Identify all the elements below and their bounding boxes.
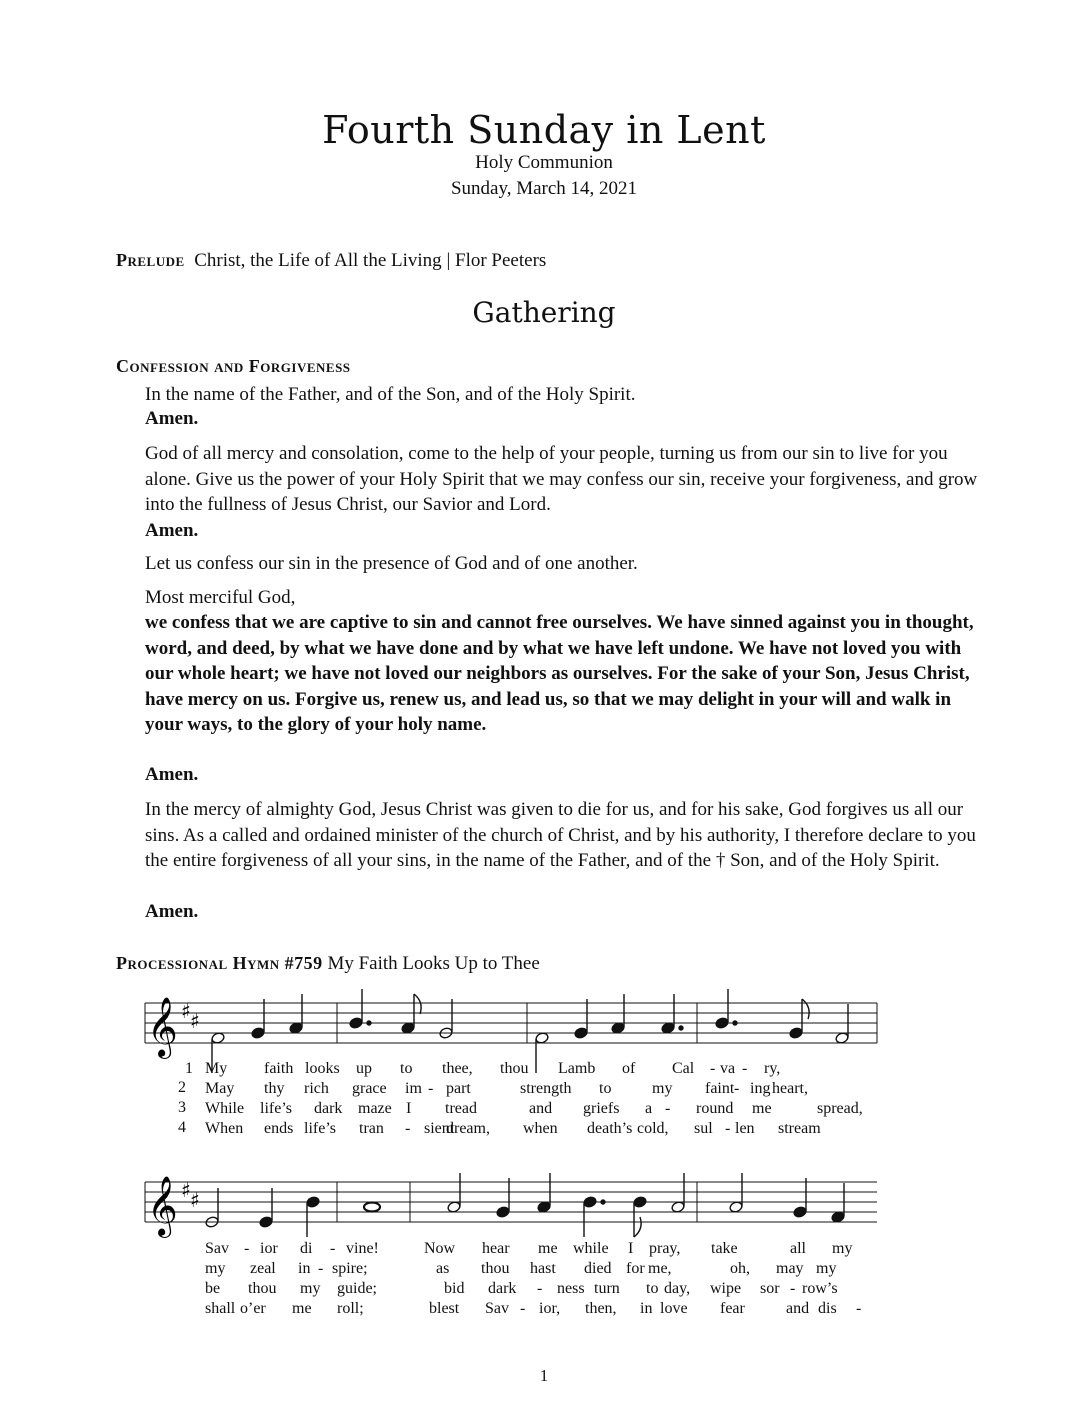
lyric-syllable: griefs [583, 1100, 620, 1117]
verse-number: 1 [185, 1060, 193, 1077]
lyric-syllable: zeal [250, 1260, 276, 1277]
lyric-syllable: o’er [240, 1300, 266, 1317]
page-number: 1 [539, 1366, 549, 1385]
lyric-syllable: shall [205, 1300, 236, 1317]
lyric-syllable: blest [429, 1300, 460, 1317]
prelude-piece: Christ, the Life of All the Living [194, 250, 442, 271]
sharp-icon: ♯ [190, 1009, 200, 1033]
lyric-syllable: me [292, 1300, 312, 1317]
service-date: Sunday, March 14, 2021 [450, 178, 638, 199]
lyric-syllable: my [300, 1280, 321, 1297]
lyric-syllable: Sav [205, 1240, 229, 1257]
amen-response: Amen. [145, 901, 199, 922]
lyric-syllable: wipe [710, 1280, 742, 1297]
lyric-syllable: thy [264, 1080, 285, 1097]
verse-number: 3 [178, 1099, 186, 1116]
verse-number: 2 [178, 1079, 186, 1096]
lyric-syllable: up [356, 1060, 372, 1077]
lyric-syllable: sul [694, 1120, 713, 1137]
lyric-syllable: round [696, 1100, 734, 1117]
lyric-syllable: spire; [332, 1260, 368, 1277]
lyric-syllable: ior, [539, 1300, 561, 1317]
lyric-syllable: as [436, 1260, 450, 1277]
lyric-syllable: and [786, 1300, 810, 1317]
hymn-name: My Faith Looks Up to Thee [327, 953, 540, 974]
treble-clef-icon: 𝄞 [147, 997, 178, 1057]
service-type: Holy Communion [475, 152, 613, 173]
lyric-syllable: tran [359, 1120, 384, 1137]
sharp-icon: ♯ [190, 1188, 200, 1212]
lyrics-system-1 [178, 1060, 193, 1136]
lyric-syllable: len [735, 1120, 755, 1137]
lyric-syllable: to [646, 1280, 659, 1297]
address-text: Most merciful God, [145, 587, 296, 608]
lyric-syllables-2 [205, 1240, 861, 1317]
lyric-syllable: thee, [442, 1060, 473, 1077]
lyric-syllables-1 [205, 1060, 863, 1137]
lyric-syllable: life’s [260, 1100, 292, 1117]
lyric-syllable: ness [557, 1280, 585, 1297]
confession-text: we confess that we are captive to sin and cannot free ourselves. We have sinned against you in thought, word, and deed, by what we have done and by what we have left undone. We have not loved you with our whole heart; we have not loved our neighbors as ourselves. For the sake of your Son, Jesus Christ, have mercy on us. Forgive us, renew us, and lead us, so that we may delight in your will and walk in your ways, to the glory of your holy name. [145, 612, 974, 735]
lyric-syllable: - [725, 1120, 731, 1137]
lyric-syllable: for [626, 1260, 645, 1277]
lyric-syllable: be [205, 1280, 221, 1297]
lyric-syllable: im [405, 1080, 422, 1097]
lyric-syllable: spread, [817, 1100, 863, 1117]
lyric-syllable: vine! [346, 1240, 379, 1257]
lyric-syllable: Now [424, 1240, 456, 1257]
lyric-syllable: - [710, 1060, 716, 1077]
lyric-syllable: thou [248, 1280, 277, 1297]
sharp-icon: ♯ [181, 999, 191, 1023]
lyric-syllable: Sav [485, 1300, 509, 1317]
lyric-syllable: heart, [772, 1080, 808, 1097]
lyric-syllable: I [628, 1240, 634, 1257]
verse-number: 4 [178, 1119, 186, 1136]
staff-system-2 [145, 1182, 877, 1222]
lyric-syllable: tread [445, 1100, 477, 1117]
lyric-syllable: all [790, 1240, 806, 1257]
lyric-syllable: me [752, 1100, 772, 1117]
lyric-syllable: - [742, 1060, 748, 1077]
lyric-syllable: guide; [337, 1280, 377, 1297]
lyric-syllable: my [652, 1080, 673, 1097]
lyric-syllable: - [330, 1240, 336, 1257]
amen-response: Amen. [145, 408, 199, 429]
lyric-syllable: my [205, 1260, 226, 1277]
lyric-syllable: dream, [446, 1120, 490, 1137]
prelude-composer: Flor Peeters [455, 250, 547, 271]
lyric-syllable: part [446, 1080, 471, 1097]
lyric-syllable: ends [264, 1120, 294, 1137]
lyric-syllable: dark [488, 1280, 517, 1297]
prelude-label: Prelude [116, 250, 185, 270]
lyric-syllable: While [205, 1100, 245, 1117]
amen-response: Amen. [145, 520, 199, 541]
lyric-syllable: thou [481, 1260, 510, 1277]
lyric-syllable: while [573, 1240, 609, 1257]
page-title: Fourth Sunday in Lent [322, 108, 766, 152]
lyric-syllable: ior [260, 1240, 278, 1257]
lyric-syllable: sient [424, 1120, 455, 1137]
lyric-syllable: di [300, 1240, 313, 1257]
lyric-syllable: thou [500, 1060, 529, 1077]
prayer-text: God of all mercy and consolation, come to the help of your people, turning us from our sin to live for you alone. Give us the power of your Holy Spirit that we may confess our sin, receive your forgiveness, and grow into the fullness of Jesus Christ, our Savior and Lord. [145, 443, 978, 515]
lyric-syllable: dis [818, 1300, 837, 1317]
lyric-syllable: in [640, 1300, 653, 1317]
absolution-text: In the mercy of almighty God, Jesus Christ was given to die for us, and for his sake, God forgives us all our sins. As a called and ordained minister of the church of Christ, and by his authority, I therefore declare to you the entire forgiveness of all your sins, in the name of the Father, and of the † Son, and of the Holy Spirit. [145, 799, 976, 871]
lyric-syllable: sor [760, 1280, 780, 1297]
lyric-syllable: My [205, 1060, 228, 1077]
lyric-syllable: may [776, 1260, 804, 1277]
lyric-syllable: grace [352, 1080, 387, 1097]
amen-response: Amen. [145, 764, 199, 785]
lyric-syllable: - [734, 1080, 740, 1097]
lyric-syllable: day, [664, 1280, 691, 1297]
lyric-syllable: oh, [730, 1260, 750, 1277]
lyric-syllable: Lamb [558, 1060, 596, 1077]
lyric-syllable: looks [305, 1060, 340, 1077]
lyric-syllable: roll; [337, 1300, 364, 1317]
invocation-text: In the name of the Father, and of the Son, and of the Holy Spirit. [145, 384, 636, 405]
lyric-syllable: of [622, 1060, 636, 1077]
hymn-label: Processional Hymn #759 [116, 953, 323, 973]
lyric-syllable: a [645, 1100, 653, 1117]
lyric-syllable: strength [520, 1080, 572, 1097]
lyric-syllable: my [816, 1260, 837, 1277]
lyric-syllable: when [523, 1120, 558, 1137]
lyric-syllable: maze [358, 1100, 392, 1117]
lyric-syllable: to [400, 1060, 413, 1077]
lyric-syllable: love [660, 1300, 688, 1317]
lyric-syllable: ry, [764, 1060, 781, 1077]
lyric-syllable: - [790, 1280, 796, 1297]
section-title: Gathering [472, 296, 616, 329]
sharp-icon: ♯ [181, 1178, 191, 1202]
lyric-syllable: to [599, 1080, 612, 1097]
lyric-syllable: May [205, 1080, 235, 1097]
invitation-text: Let us confess our sin in the presence of God and of one another. [145, 553, 638, 574]
lyric-syllable: stream [778, 1120, 821, 1137]
lyric-syllable: - [537, 1280, 543, 1297]
lyric-syllable: - [856, 1300, 862, 1317]
lyric-syllable: life’s [304, 1120, 336, 1137]
lyric-syllable: died [584, 1260, 612, 1277]
lyric-syllable: ing [750, 1080, 771, 1097]
lyric-syllable: take [711, 1240, 738, 1257]
lyric-syllable: and [529, 1100, 553, 1117]
lyric-syllable: - [244, 1240, 250, 1257]
notes-system-2 [205, 1173, 845, 1237]
lyric-syllable: - [405, 1120, 411, 1137]
lyric-syllable: - [318, 1260, 324, 1277]
prelude-separator: | [446, 250, 451, 271]
lyric-syllable: row’s [802, 1280, 838, 1297]
lyric-syllable: cold, [637, 1120, 669, 1137]
lyric-syllable: - [428, 1080, 434, 1097]
confession-heading: Confession and Forgiveness [116, 356, 351, 376]
lyric-syllable: faith [264, 1060, 294, 1077]
lyric-syllable: fear [720, 1300, 745, 1317]
lyric-syllable: me, [648, 1260, 672, 1277]
lyric-syllable: faint [705, 1080, 735, 1097]
lyric-syllable: I [406, 1100, 412, 1117]
lyric-syllable: - [665, 1100, 671, 1117]
lyric-syllable: death’s [587, 1120, 633, 1137]
lyric-syllable: bid [444, 1280, 465, 1297]
lyric-syllable: in [298, 1260, 311, 1277]
lyric-syllable: hear [482, 1240, 510, 1257]
lyric-syllable: When [205, 1120, 244, 1137]
treble-clef-icon: 𝄞 [147, 1176, 178, 1236]
lyric-syllable: pray, [649, 1240, 681, 1257]
lyric-syllable: me [538, 1240, 558, 1257]
lyric-syllable: dark [314, 1100, 343, 1117]
lyric-syllable: va [720, 1060, 736, 1077]
lyric-syllable: rich [304, 1080, 329, 1097]
lyric-syllable: turn [594, 1280, 620, 1297]
lyric-syllable: then, [585, 1300, 617, 1317]
lyric-syllable: my [832, 1240, 853, 1257]
lyric-syllable: - [520, 1300, 526, 1317]
lyric-syllable: Cal [672, 1060, 695, 1077]
lyric-syllable: hast [530, 1260, 556, 1277]
